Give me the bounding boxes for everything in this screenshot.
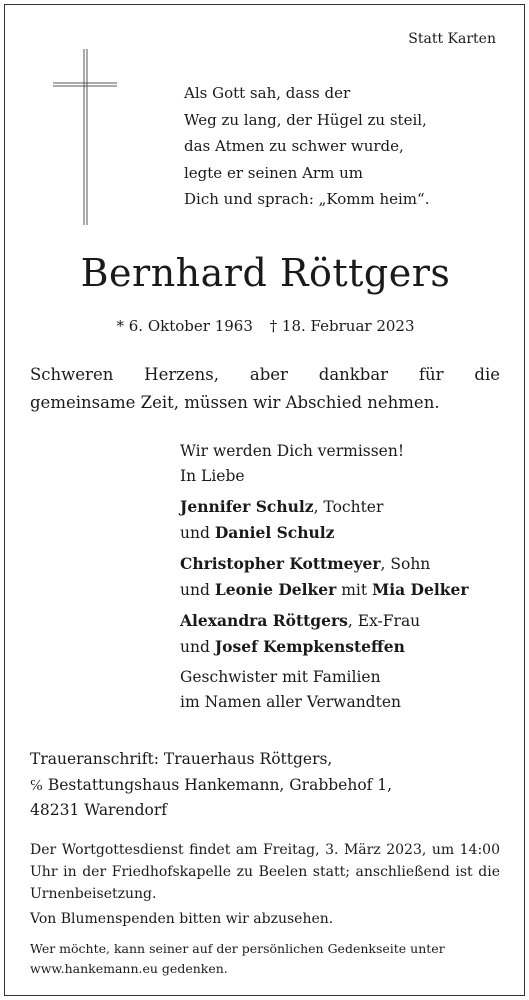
deceased-name: Bernhard Röttgers	[80, 251, 451, 295]
und-text: und	[180, 638, 215, 656]
mourner-name: Alexandra Röttgers	[180, 611, 348, 630]
mourner-line	[180, 551, 469, 577]
mourner-name: Jennifer Schulz	[180, 497, 314, 516]
mourner-line	[180, 494, 469, 520]
mourner-line	[180, 577, 469, 603]
address-line: ℅ Bestattungshaus Hankemann, Grabbehof 1,	[30, 775, 393, 794]
address-line: 48231 Warendorf	[30, 801, 168, 819]
mourner-line	[180, 634, 469, 660]
relation: , Tochter	[313, 498, 384, 516]
poem-line: Dich und sprach: „Komm heim“.	[184, 190, 430, 208]
miss-line: Wir werden Dich vermissen!	[180, 442, 405, 460]
mourner-name: Leonie Delker	[214, 580, 337, 599]
poem-line: Weg zu lang, der Hügel zu steil,	[184, 110, 427, 129]
statt-karten-label: Statt Karten	[408, 31, 496, 47]
family-line: im Namen aller Verwandten	[180, 693, 401, 711]
intro-text	[30, 361, 500, 417]
und-text: und	[180, 581, 215, 599]
service-info: Der Wortgottesdienst findet am Freitag, 3. März 2023, um 14:00 Uhr in der Friedhofskapelle zu Beelen statt; anschließend ist die Urnenbeisetzung.	[30, 842, 500, 902]
und-text: und	[180, 524, 215, 542]
intro-line: gemeinsame Zeit, müssen wir Abschied nehmen.	[30, 393, 440, 412]
birth-date: * 6. Oktober 1963	[116, 317, 253, 335]
death-date: † 18. Februar 2023	[269, 317, 415, 335]
flowers-note: Von Blumenspenden bitten wir abzusehen.	[30, 911, 334, 927]
mourner-line	[180, 608, 469, 634]
relation: , Sohn	[380, 555, 431, 573]
mourner-name: Josef Kempkensteffen	[214, 637, 405, 656]
memorial-page-note: Wer möchte, kann seiner auf der persönlichen Gedenkseite unter www.hankemann.eu gedenken.	[30, 941, 445, 976]
mourners-list	[180, 439, 469, 715]
mit-text: mit	[336, 581, 373, 599]
mourner-name: Mia Delker	[372, 580, 469, 599]
relation: , Ex-Frau	[347, 612, 421, 630]
mourning-address	[30, 747, 392, 824]
mourner-line	[180, 520, 469, 546]
family-line: Geschwister mit Familien	[180, 668, 381, 686]
obituary-notice	[4, 4, 525, 996]
address-line: Traueranschrift: Trauerhaus Röttgers,	[30, 750, 333, 768]
in-liebe-line: In Liebe	[180, 467, 245, 485]
mourner-name: Christopher Kottmeyer	[180, 554, 381, 573]
poem	[184, 80, 429, 213]
cross-icon	[49, 47, 119, 227]
intro-line: Schweren Herzens, aber dankbar für die	[30, 365, 500, 384]
poem-line: das Atmen zu schwer wurde,	[184, 137, 404, 155]
mourner-name: Daniel Schulz	[214, 523, 335, 542]
poem-line: Als Gott sah, dass der	[184, 84, 351, 102]
poem-line: legte er seinen Arm um	[184, 163, 363, 182]
life-dates	[5, 317, 525, 335]
